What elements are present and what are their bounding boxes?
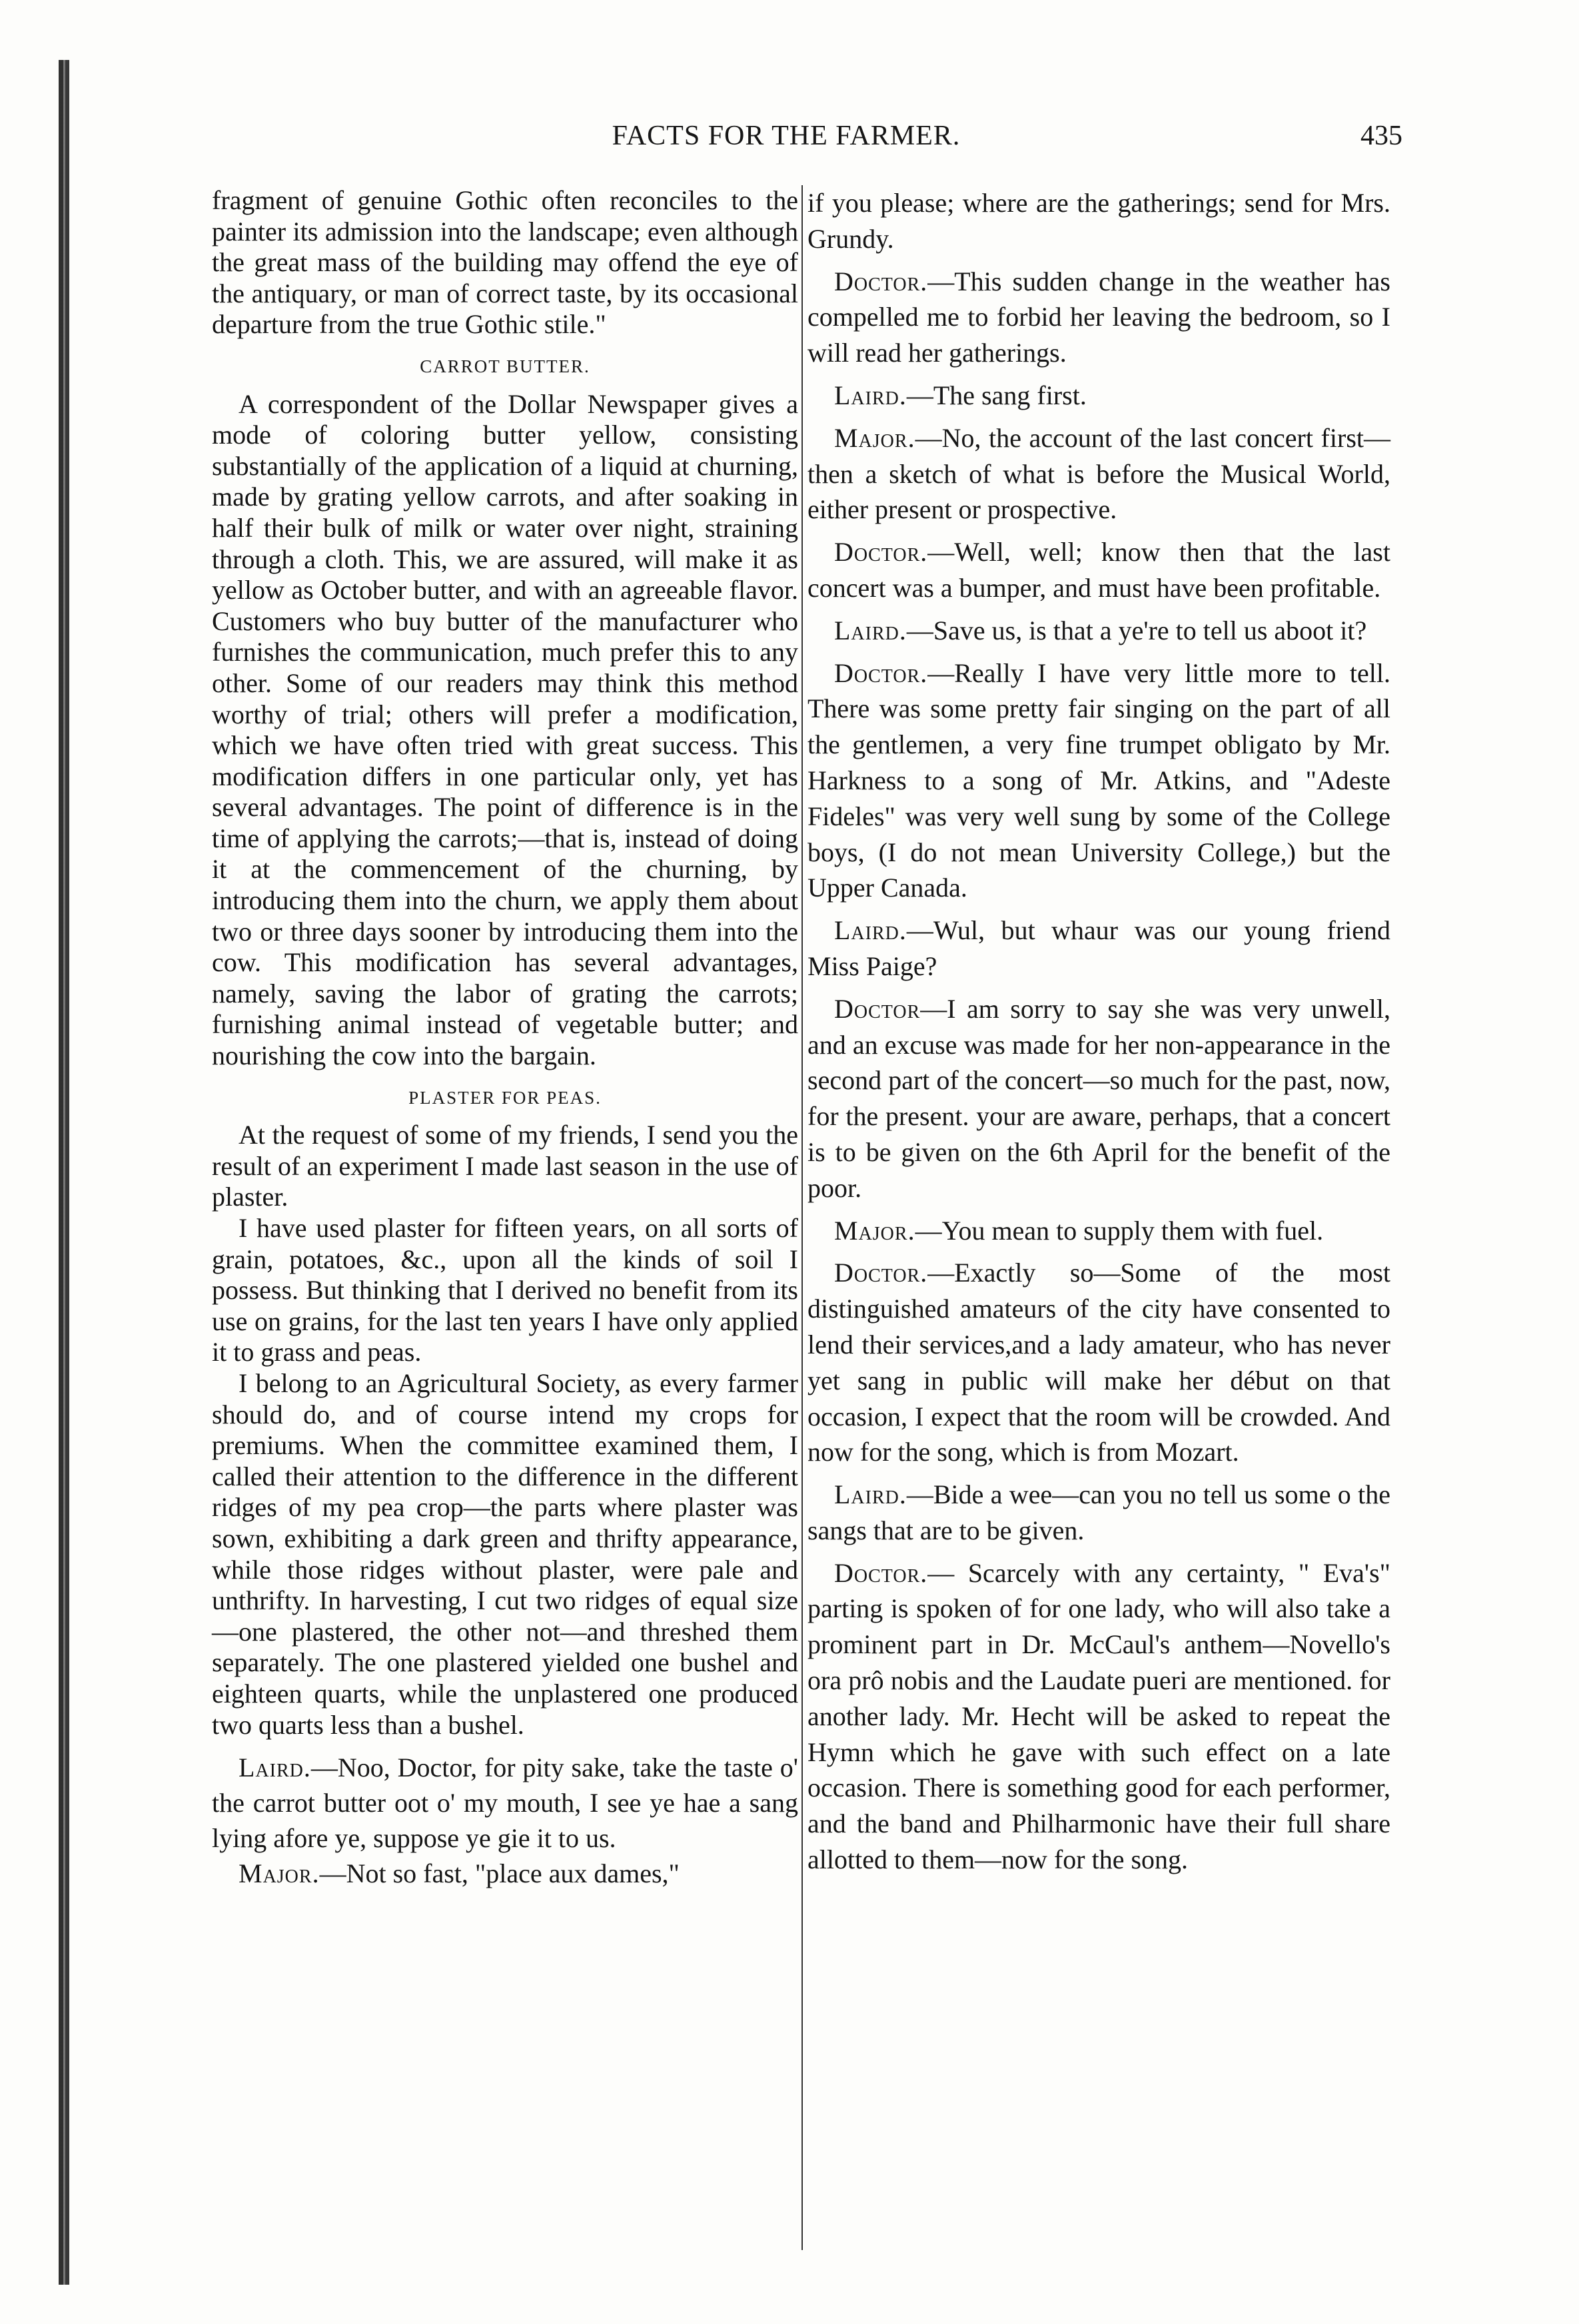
speech-text: —Exactly so—Some of the most distinguished amateurs of the city have consented to lend their services,and a lady amateur, who has never yet sang in public will make her début on that occasion, I expect that the room will be crowded. And now for the song, which is from Mozart.: [807, 1258, 1390, 1467]
right-column: [807, 185, 1390, 2243]
speaker-name: Laird.: [834, 915, 907, 946]
speaker-name: Doctor.: [834, 657, 928, 688]
plaster-paragraph: I have used plaster for fifteen years, on all sorts of grain, potatoes, &c., upon all the kinds of soil I possess. But thinking that I derived no benefit from its use on grains, for the last ten years I have only applied it to grass and peas.: [212, 1213, 798, 1367]
dialogue-line: [212, 1856, 798, 1891]
speech-text: —You mean to supply them with fuel.: [915, 1215, 1324, 1246]
speaker-name: Doctor: [834, 993, 921, 1024]
dialogue-line: [807, 1213, 1390, 1249]
speech-text: —Save us, is that a ye're to tell us aboot it?: [906, 615, 1367, 645]
speaker-name: Doctor.: [834, 1258, 928, 1288]
speech-text: —I am sorry to say she was very unwell, and an excuse was made for her non-appearance in the second part of the concert—so much for the past, now, for the present. your are aware, perhaps, that a concert is to be given on the 6th April for the benefit of the poor.: [807, 993, 1390, 1203]
dialogue-line: [807, 378, 1390, 414]
speech-text: —This sudden change in the weather has compelled me to forbid her leaving the bedroom, so I will read her gatherings.: [807, 266, 1390, 368]
continuation-text: if you please; where are the gatherings; send for Mrs. Grundy.: [807, 188, 1390, 254]
speaker-name: Laird.: [239, 1752, 311, 1783]
left-column: [212, 185, 798, 2243]
intro-paragraph: fragment of genuine Gothic often reconciles to the painter its admission into the landscape; even although the great mass of the building may offend the eye of the antiquary, or man of correct taste, by its occasional departure from the true Gothic stile.": [212, 185, 798, 340]
speaker-name: Laird.: [834, 1479, 907, 1510]
carrot-butter-heading: CARROT BUTTER.: [420, 356, 590, 376]
running-title: FACTS FOR THE FARMER.: [612, 121, 961, 151]
dialogue-line: [807, 1555, 1390, 1878]
plaster-paragraph: I belong to an Agricultural Society, as every farmer should do, and of course intend my crops for premiums. When the committee examined them, I called their attention to the difference in the different ridges of my pea crop—the parts where plaster was sown, exhibiting a dark green and thrifty appearance, while those ridges without plaster, were pale and unthrifty. In harvesting, I cut two ridges of equal size—one plastered, the other not—and threshed them separately. The one plastered yielded one bushel and eighteen quarts, while the unplastered one produced two quarts less than a bushel.: [212, 1367, 798, 1740]
plaster-for-peas-heading: PLASTER FOR PEAS.: [408, 1087, 602, 1108]
speech-text: —Well, well; know then that the last concert was a bumper, and must have been profitable.: [807, 537, 1390, 603]
carrot-butter-paragraph: A correspondent of the Dollar Newspaper gives a mode of coloring butter yellow, consisting substantially of the application of a liquid at churning, made by grating yellow carrots, and after soaking in half their bulk of milk or water over night, straining through a cloth. This, we are assured, will make it as yellow as October butter, and with an agreeable flavor. Customers who buy butter of the manufacturer who furnishes the communication, much prefer this to any other. Some of our readers may think this method worthy of trial; others will prefer a modification, which we have often tried with great success. This modification differs in one particular only, yet has several advantages. The point of difference is in the time of applying the carrots;—that is, instead of doing it at the commencement of the churning, by introducing them into the churn, we apply them about two or three days sooner by introducing them into the cow. This modification has several advantages, namely, saving the labor of grating the carrots; furnishing animal instead of vegetable butter; and nourishing the cow into the bargain.: [212, 388, 798, 1071]
dialogue-line: [807, 420, 1390, 528]
speech-text: —Bide a wee—can you no tell us some o the sangs that are to be given.: [807, 1479, 1390, 1545]
speaker-name: Major.: [834, 1215, 915, 1246]
speech-text: —Really I have very little more to tell. There was some pretty fair singing on the part of all the gentlemen, a very fine trumpet obligato by Mr. Harkness to a song of Mr. Atkins, and "Adeste Fideles" was very well sung by some of the College boys, (I do not mean University College,) but the Upper Canada.: [807, 657, 1390, 903]
speech-text: —No, the account of the last concert first—then a sketch of what is before the Musical World, either present or prospective.: [807, 422, 1390, 525]
dialogue-line: [807, 991, 1390, 1206]
speaker-name: Doctor.: [834, 537, 928, 568]
dialogue-line: [807, 655, 1390, 907]
dialogue-line: [807, 613, 1390, 649]
speech-text: —Wul, but whaur was our young friend Miss Paige?: [807, 915, 1390, 981]
speaker-name: Doctor.: [834, 1557, 928, 1588]
speech-text: — Scarcely with any certainty, " Eva's" parting is spoken of for one lady, who will also take a prominent part in Dr. McCaul's anthem—Novello's ora prô nobis and the Laudate pueri are mentioned. for another lady. Mr. Hecht will be asked to repeat the Hymn which he gave with such effect on a late occasion. There is something good for each performer, and the band and Philharmonic have their full share allotted to them—now for the song.: [807, 1557, 1390, 1875]
speech-text: —The sang first.: [906, 380, 1087, 410]
column-divider: [801, 185, 803, 2250]
dialogue-line: [807, 534, 1390, 606]
speech-text: —Noo, Doctor, for pity sake, take the taste o' the carrot butter oot o' my mouth, I see ye hae a sang lying afore ye, suppose ye gie it to us.: [212, 1752, 798, 1854]
plaster-paragraph: At the request of some of my friends, I send you the result of an experiment I made last season in the use of plaster.: [212, 1120, 798, 1212]
speech-text: —Not so fast, "place aux dames,": [319, 1858, 680, 1889]
dialogue-line: [807, 913, 1390, 984]
speaker-name: Doctor.: [834, 266, 928, 296]
dialogue-line: [807, 264, 1390, 371]
speaker-name: Major.: [239, 1858, 320, 1889]
dialogue-line: [807, 1255, 1390, 1470]
speaker-name: Laird.: [834, 380, 907, 410]
speaker-name: Laird.: [834, 615, 907, 645]
page-binding-edge: [59, 60, 69, 2285]
dialogue-line: [212, 1750, 798, 1856]
page-number: 435: [1360, 121, 1402, 151]
speaker-name: Major.: [834, 422, 915, 453]
page-header: [170, 120, 1402, 160]
dialogue-line: [807, 1477, 1390, 1549]
